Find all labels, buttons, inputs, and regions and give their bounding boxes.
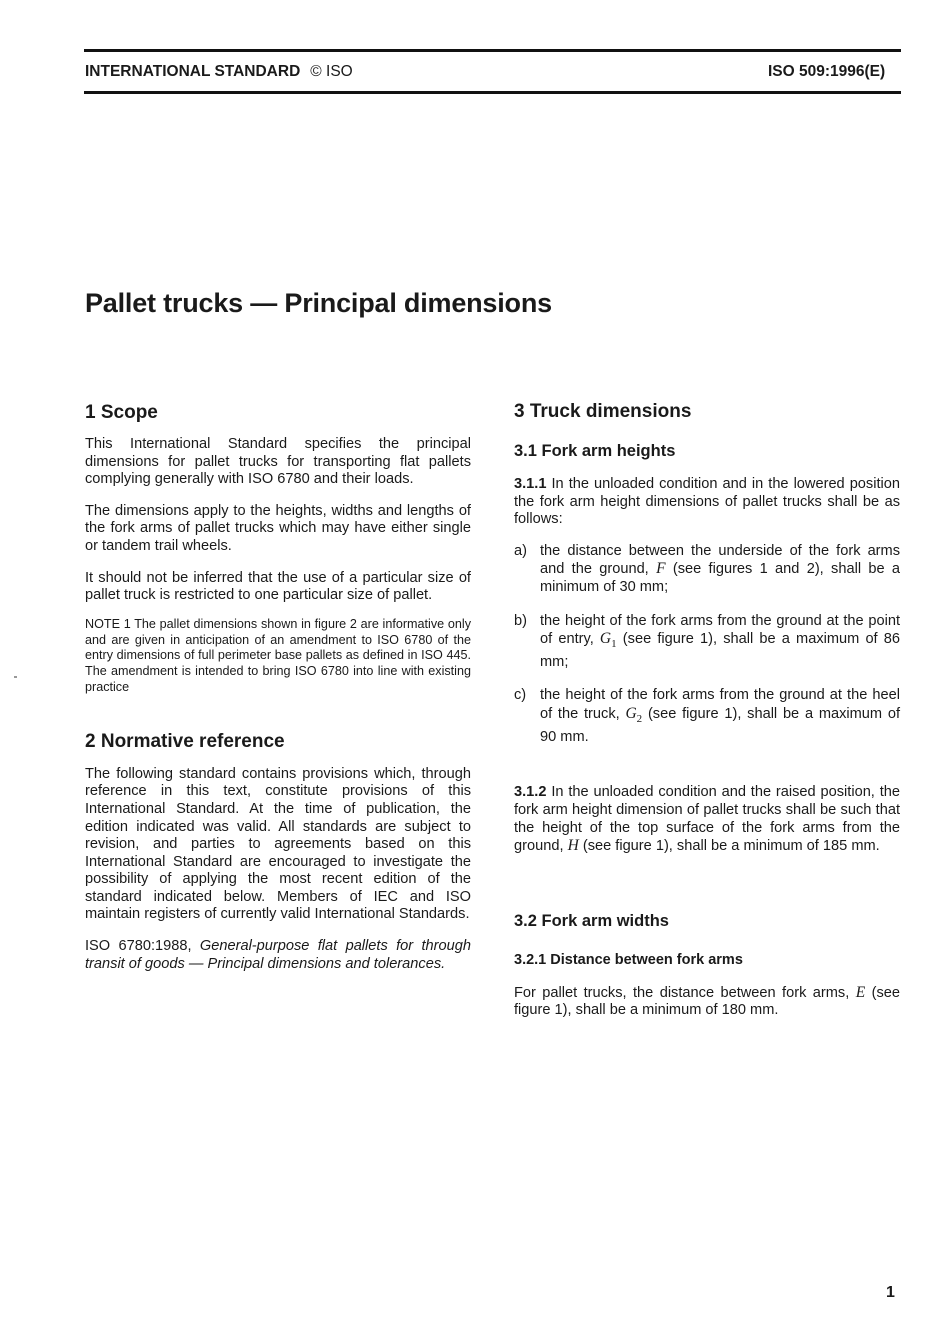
clause-3-1-2-text-2: (see figure 1), shall be a minimum of 185 mm.	[582, 838, 880, 855]
section-3-2-1-heading: 3.2.1 Distance between fork arms	[514, 951, 743, 968]
clause-3-2-1-text-2: (see figure 1), shall be a minimum of 180 mm.	[514, 984, 900, 1019]
scope-paragraph-1: This International Standard specifies the principal dimensions for pallet trucks for transporting flat pallets complying generally with ISO 6780 and their loads.	[85, 436, 471, 488]
list-item-a	[514, 543, 900, 597]
section-1-heading: 1 Scope	[85, 402, 158, 423]
item-a-text-2: (see figures 1 and 2), shall be a minimum of 30 mm;	[540, 561, 901, 595]
variable-G1-base: G	[599, 630, 612, 648]
clause-3-1-1-number: 3.1.1	[514, 476, 547, 492]
normative-paragraph: The following standard contains provisions which, through reference in this text, constitute provisions of this International Standard. At the time of publication, the edition indicated was valid. All standards are subject to revision, and parties to agreements based on this International Standard are encouraged to investigate the possibility of applying the most recent edition of the standard indicated below. Members of IEC and ISO maintain registers of currently valid International Standards.	[85, 765, 471, 923]
section-2-heading: 2 Normative reference	[85, 730, 285, 752]
section-3-2-heading: 3.2 Fork arm widths	[514, 911, 669, 930]
clause-3-1-2-text-1: In the unloaded condition and the raised position, the fork arm height dimension of pallet trucks shall be such that the height of the top surface of the fork arms from the ground,	[514, 784, 900, 855]
section-3-1-heading: 3.1 Fork arm heights	[514, 442, 676, 460]
variable-G2-subscript: 2	[636, 713, 643, 726]
scope-paragraph-3: It should not be inferred that the use of a particular size of pallet truck is restricted to one particular size of pallet.	[85, 569, 471, 604]
left-column	[85, 401, 471, 973]
header-bottom-rule	[84, 91, 901, 94]
clause-3-2-1-text	[514, 984, 900, 1020]
item-c-text-1: the height of the fork arms from the ground at the heel of the truck,	[540, 687, 900, 723]
header-top-rule	[84, 49, 901, 52]
list-label-c: c)	[514, 687, 527, 704]
scope-paragraph-2: The dimensions apply to the heights, widths and lengths of the fork arms of pallet trucks which may have either single or tandem trail wheels.	[85, 502, 471, 554]
clause-3-2-1-text-1: For pallet trucks, the distance between fork arms,	[514, 984, 850, 1001]
standard-type: INTERNATIONAL STANDARD	[85, 63, 301, 80]
normative-reference	[85, 938, 471, 973]
reference-title: General-purpose flat pallets for through transit of goods — Principal dimensions and tolerances.	[85, 938, 471, 972]
copyright: © ISO	[310, 63, 353, 80]
list-label-a: a)	[514, 542, 527, 559]
scan-speck	[14, 676, 17, 678]
section-3-heading: 3 Truck dimensions	[514, 401, 692, 422]
clause-3-1-1-text: In the unloaded condition and in the lowered position the fork arm height dimensions of pallet trucks shall be as follows:	[514, 476, 900, 528]
list-item-c	[514, 687, 900, 746]
variable-G2-base: G	[625, 705, 637, 723]
right-column	[514, 400, 900, 1020]
variable-H: H	[567, 837, 579, 855]
variable-F: F	[656, 560, 666, 578]
variable-G1-subscript: 1	[611, 638, 617, 651]
header-left	[85, 62, 353, 82]
item-a-text-1: the distance between the underside of the fork arms and the ground,	[540, 542, 900, 578]
clause-3-1-2	[514, 784, 900, 855]
item-b-text-2: (see figure 1), shall be a maximum of 86 mm;	[540, 631, 901, 670]
note-1: NOTE 1 The pallet dimensions shown in figure 2 are informative only and are given in anticipation of an amendment to ISO 6780 of the entry dimensions of full perimeter base pallets as defined in ISO 445. The amendment is intended to bring ISO 6780 into line with existing practice	[85, 616, 471, 694]
clause-3-1-1	[514, 476, 900, 529]
variable-G2	[625, 705, 643, 726]
item-c-text-2: (see figure 1), shall be a maximum of 90 mm.	[540, 706, 901, 745]
variable-G1	[599, 630, 617, 651]
reference-code: ISO 6780:1988,	[85, 938, 192, 955]
list-item-b	[514, 613, 900, 672]
list-label-b: b)	[514, 612, 527, 629]
variable-E: E	[855, 983, 866, 1001]
document-id: ISO 509:1996(E)	[768, 63, 886, 80]
clause-3-1-2-number: 3.1.2	[514, 784, 547, 801]
item-b-text-1: the height of the fork arms from the ground at the point of entry,	[540, 612, 900, 648]
page-title: Pallet trucks — Principal dimensions	[85, 288, 552, 318]
page-number: 1	[886, 1284, 895, 1301]
